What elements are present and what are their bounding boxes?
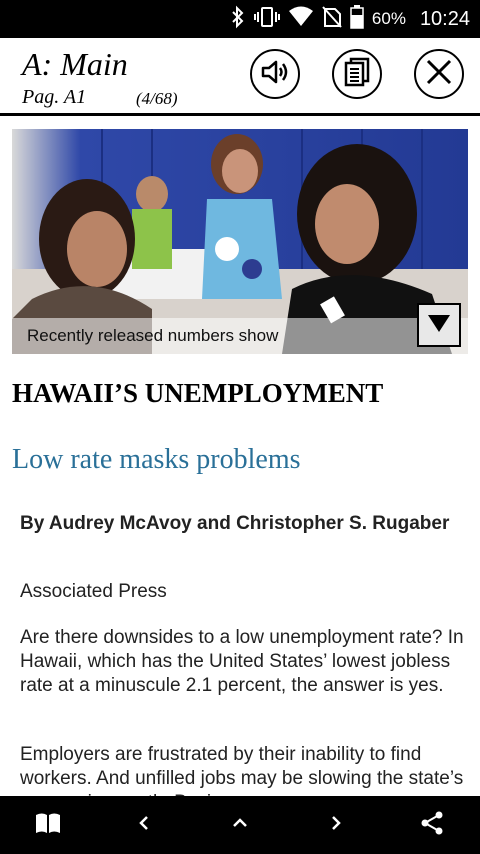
article-paragraph: Employers are frustrated by their inability to find workers. And unfilled jobs may be slowing the state’s	[20, 744, 464, 789]
book-icon	[34, 811, 62, 840]
article-byline: By Audrey McAvoy and Christopher S. Rugaber	[20, 513, 450, 534]
status-bar	[0, 0, 480, 38]
share-button[interactable]	[408, 796, 456, 854]
page-count: (4/68)	[136, 89, 178, 108]
chevron-up-icon	[231, 816, 249, 835]
article-source: Associated Press	[20, 581, 167, 602]
article-list-icon	[343, 57, 371, 92]
close-button[interactable]	[414, 49, 464, 99]
battery-percent: 60%	[371, 9, 406, 28]
article-paragraph: Are there downsides to a low unemployment rate? In Hawaii, which has the United States’ lowest jobless rate at a minuscule 2.1 percent, the answer is yes.	[20, 627, 464, 696]
page-label: Pag. A1	[22, 86, 87, 108]
next-page-button[interactable]	[312, 796, 360, 854]
no-sim-icon	[322, 6, 342, 33]
status-icons	[230, 0, 470, 38]
triangle-down-icon	[426, 312, 452, 339]
battery-icon	[350, 5, 364, 34]
reader-header	[0, 38, 480, 116]
listen-button[interactable]	[250, 49, 300, 99]
vibrate-icon	[254, 6, 280, 33]
article-list-button[interactable]	[332, 49, 382, 99]
scroll-top-button[interactable]	[216, 796, 264, 854]
close-icon	[425, 58, 453, 91]
share-icon	[420, 811, 444, 840]
bottom-navigation	[0, 796, 480, 854]
section-title: A: Main	[22, 46, 128, 82]
wifi-icon	[288, 6, 314, 33]
chevron-right-icon	[329, 814, 343, 837]
bluetooth-icon	[230, 6, 246, 33]
article-photo[interactable]	[12, 129, 468, 354]
speaker-icon	[260, 59, 290, 90]
library-button[interactable]	[24, 796, 72, 854]
article-headline: HAWAII’S UNEMPLOYMENT	[12, 378, 384, 408]
article-subhead: Low rate masks problems	[12, 444, 301, 475]
photo-caption-text: Recently released numbers show	[27, 326, 279, 345]
expand-caption-button[interactable]	[417, 303, 461, 347]
clock: 10:24	[419, 7, 470, 30]
chevron-left-icon	[137, 814, 151, 837]
previous-page-button[interactable]	[120, 796, 168, 854]
photo-caption	[12, 318, 468, 354]
